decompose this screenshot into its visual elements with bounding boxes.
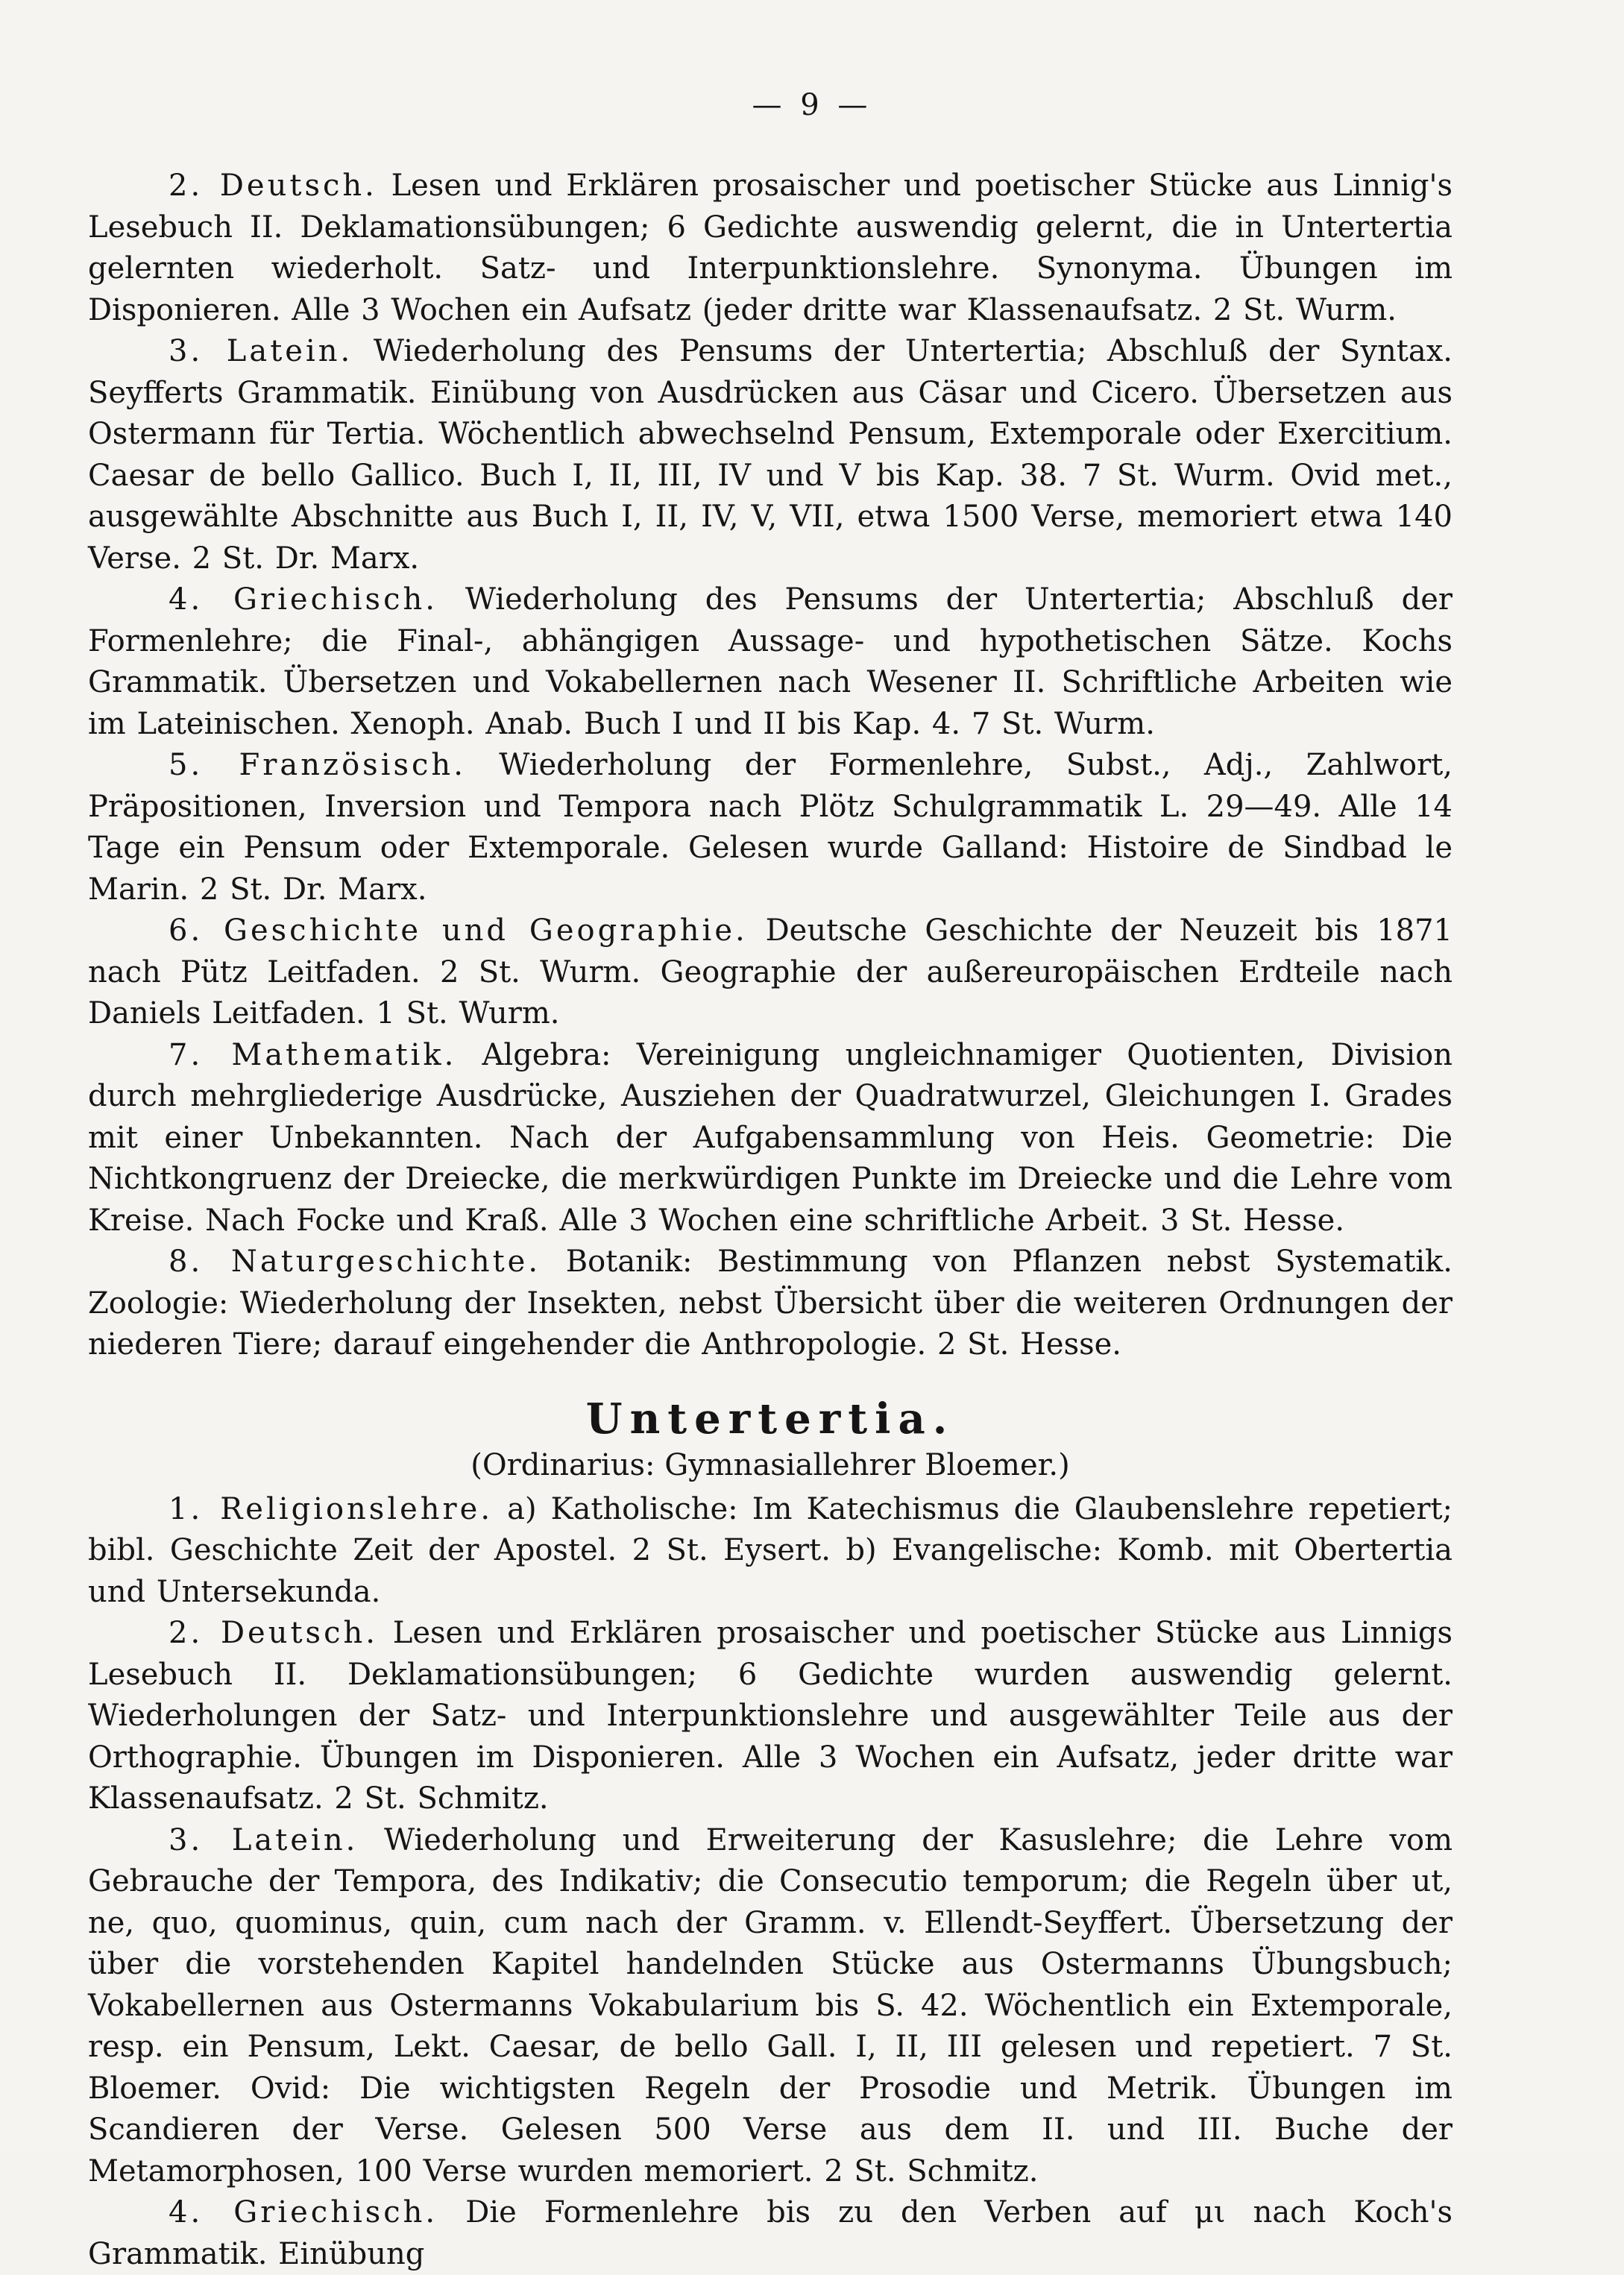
paragraph-heading: 3. Latein.	[169, 1822, 359, 1857]
paragraph-text: Wiederholung der Formenlehre, Subst., Adj., Zahlwort, Präpositionen, Inversion und Tempora nach Plötz Schulgrammatik L. 29—49. Alle 14 Tage ein Pensum oder Extemporale. Gelesen wurde Galland: Histoire de Sindbad le Marin. 2 St. Dr. Marx.	[88, 748, 1453, 907]
paragraph-deutsch	[88, 166, 1453, 331]
paragraph-griechisch	[88, 579, 1453, 745]
paragraph-heading: 7. Mathematik.	[169, 1037, 457, 1072]
paragraph-text: Lesen und Erklären prosaischer und poetischer Stücke aus Linnigs Lesebuch II. Deklamationsübungen; 6 Gedichte wurden auswendig gelernt. Wiederholungen der Satz- und Interpunktionslehre und ausgewählter Teile aus der Orthographie. Übungen im Disponieren. Alle 3 Wochen ein Aufsatz, jeder dritte war Klassenaufsatz. 2 St. Schmitz.	[88, 1616, 1453, 1816]
paragraph-heading: 8. Naturgeschichte.	[169, 1245, 541, 1279]
paragraph-griechisch-ut	[88, 2192, 1453, 2275]
section-title: Untertertia.	[585, 1394, 955, 1444]
upper-text-block	[88, 166, 1453, 2275]
paragraph-heading: 2. Deutsch.	[169, 169, 377, 203]
paragraph-text: Die Formenlehre bis zu den Verben auf μι nach Koch's Grammatik. Einübung	[88, 2195, 1453, 2271]
paragraph-heading: 2. Deutsch.	[169, 1616, 378, 1650]
section-subtitle: (Ordinarius: Gymnasiallehrer Bloemer.)	[470, 1447, 1070, 1482]
paragraph-text: Algebra: Vereinigung ungleichnamiger Quotienten, Division durch mehrgliederige Ausdrücke, Ausziehen der Quadratwurzel, Gleichungen I. Grades mit einer Unbekannten. Nach der Aufgabensammlung von Heis. Geometrie: Die Nichtkongruenz der Dreiecke, die merkwürdigen Punkte im Dreiecke und die Lehre vom Kreise. Nach Focke und Kraß. Alle 3 Wochen eine schriftliche Arbeit. 3 St. Hesse.	[88, 1037, 1453, 1238]
paragraph-heading: 1. Religionslehre.	[169, 1491, 494, 1526]
paragraph-heading: 6. Geschichte und Geographie.	[169, 913, 748, 948]
paragraph-heading: 5. Französisch.	[169, 748, 466, 782]
paragraph-religionslehre	[88, 1489, 1453, 1614]
paragraph-text: Botanik: Bestimmung von Pflanzen nebst Systematik. Zoologie: Wiederholung der Insekten, nebst Übersicht über die weiteren Ordnungen der niederen Tiere; darauf eingehender die Anthropologie. 2 St. Hesse.	[88, 1245, 1453, 1362]
paragraph-geschichte	[88, 910, 1453, 1035]
page-number: — 9 —	[752, 88, 872, 122]
paragraph-text: Wiederholung und Erweiterung der Kasuslehre; die Lehre vom Gebrauche der Tempora, des Indikativ; die Consecutio temporum; die Regeln über ut, ne, quo, quominus, quin, cum nach der Gramm. v. Ellendt-Seyffert. Übersetzung der über die vorstehenden Kapitel handelnden Stücke aus Ostermanns Übungsbuch; Vokabellernen aus Ostermanns Vokabularium bis S. 42. Wöchentlich ein Extemporale, resp. ein Pensum, Lekt. Caesar, de bello Gall. I, II, III gelesen und repetiert. 7 St. Bloemer. Ovid: Die wichtigsten Regeln der Prosodie und Metrik. Übungen im Scandieren der Verse. Gelesen 500 Verse aus dem II. und III. Buche der Metamorphosen, 100 Verse wurden memoriert. 2 St. Schmitz.	[88, 1822, 1453, 2189]
paragraph-text: Deutsche Geschichte der Neuzeit bis 1871 nach Pütz Leitfaden. 2 St. Wurm. Geographie der außereuropäischen Erdteile nach Daniels Leitfaden. 1 St. Wurm.	[88, 913, 1453, 1030]
paragraph-naturgeschichte	[88, 1242, 1453, 1366]
paragraph-deutsch-ut	[88, 1613, 1453, 1820]
paragraph-text: Lesen und Erklären prosaischer und poetischer Stücke aus Linnig's Lesebuch II. Deklamationsübungen; 6 Gedichte auswendig gelernt, die in Untertertia gelernten wiederholt. Satz- und Interpunktionslehre. Synonyma. Übungen im Disponieren. Alle 3 Wochen ein Aufsatz (jeder dritte war Klassenaufsatz. 2 St. Wurm.	[88, 169, 1453, 327]
paragraph-text: a) Katholische: Im Katechismus die Glaubenslehre repetiert; bibl. Geschichte Zeit der Apostel. 2 St. Eysert. b) Evangelische: Komb. mit Obertertia und Untersekunda.	[88, 1491, 1453, 1609]
paragraph-franzoesisch	[88, 745, 1453, 910]
paragraph-latein-ut	[88, 1820, 1453, 2193]
paragraph-latein	[88, 331, 1453, 579]
paragraph-heading: 4. Griechisch.	[169, 582, 438, 617]
paragraph-mathematik	[88, 1035, 1453, 1242]
paragraph-heading: 3. Latein.	[169, 334, 353, 368]
paragraph-text: Wiederholung des Pensums der Untertertia; Abschluß der Syntax. Seyfferts Grammatik. Einübung von Ausdrücken aus Cäsar und Cicero. Übersetzen aus Ostermann für Tertia. Wöchentlich abwechselnd Pensum, Extemporale oder Exercitium. Caesar de bello Gallico. Buch I, II, III, IV und V bis Kap. 38. 7 St. Wurm. Ovid met., ausgewählte Abschnitte aus Buch I, II, IV, V, VII, etwa 1500 Verse, memoriert etwa 140 Verse. 2 St. Dr. Marx.	[88, 334, 1453, 576]
paragraph-text: Wiederholung des Pensums der Untertertia; Abschluß der Formenlehre; die Final-, abhängigen Aussage- und hypothetischen Sätze. Kochs Grammatik. Übersetzen und Vokabellernen nach Wesener II. Schriftliche Arbeiten wie im Lateinischen. Xenoph. Anab. Buch I und II bis Kap. 4. 7 St. Wurm.	[88, 582, 1453, 741]
paragraph-heading: 4. Griechisch.	[169, 2195, 438, 2230]
